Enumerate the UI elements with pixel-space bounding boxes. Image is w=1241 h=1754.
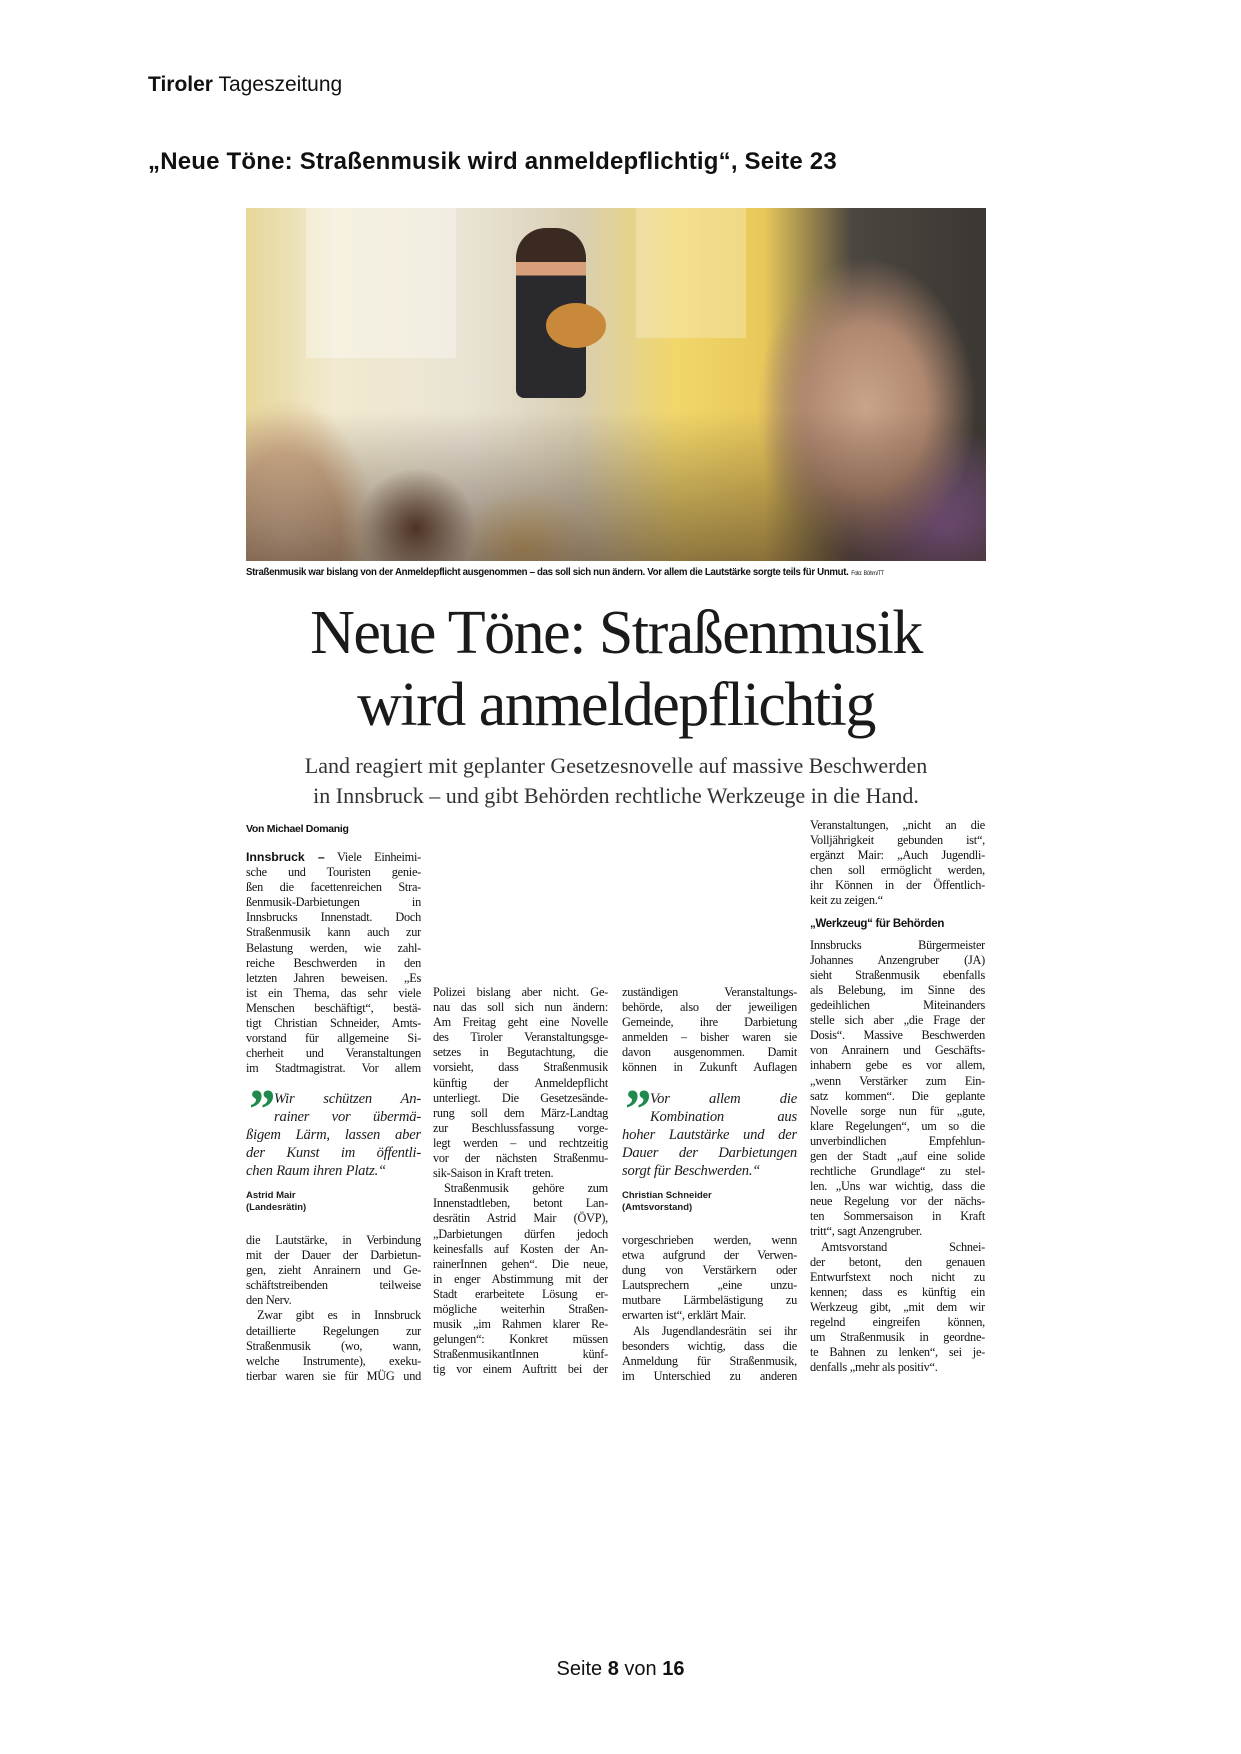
subheadline-line-1: Land reagiert mit geplanter Gesetzesnovelle auf massive Beschwerden [304, 753, 928, 778]
text-line: tigt Christian Schneider, Amts- [246, 1016, 421, 1031]
text-line: den Nerv. [246, 1293, 292, 1308]
text-line: tig vor einem Auftritt bei der [433, 1362, 608, 1377]
text-line: Am Freitag geht eine Novelle [433, 1015, 608, 1030]
publication-name [148, 73, 342, 97]
document-title: „Neue Töne: Straßenmusik wird anmeldepflichtig“, Seite 23 [148, 148, 837, 175]
text-line: detaillierte Regelungen zur [246, 1323, 421, 1338]
text-line: Entwurfstext noch nicht zu [810, 1269, 985, 1284]
text-line: Novelle sorge nun für „gute, [810, 1103, 985, 1118]
text-line: sieht Straßenmusik ebenfalls [810, 967, 985, 982]
current-page: 8 [607, 1658, 619, 1680]
text-line: gedeihlichen Miteinanders [810, 998, 985, 1013]
column-3-bottom [622, 1233, 797, 1384]
text-line: nau das soll sich nun ändern: [433, 1000, 608, 1015]
text-line: vor der nächsten Straßenmu- [433, 1151, 608, 1166]
quote-line: chen Raum ihren Platz.“ [246, 1163, 386, 1179]
photo-credit: Foto: Böhm/TT [851, 571, 884, 577]
text-line: Veranstaltungen, „nicht an die [810, 818, 985, 832]
quote-line: Vor allem die [650, 1091, 797, 1107]
quote-author-role: (Amtsvorstand) [622, 1202, 693, 1213]
quote-attribution [622, 1190, 797, 1214]
text-line: vorsieht, dass Straßenmusik [433, 1060, 608, 1075]
text-line: mit der Dauer der Darbietun- [246, 1248, 421, 1263]
page-footer [0, 1658, 1241, 1681]
text-line: unverbindlichen Empfehlun- [810, 1133, 985, 1148]
text-line: tierbar waren sie für MÜG und [246, 1368, 421, 1383]
text-line: etwa aufgrund der Verwen- [622, 1248, 797, 1263]
paragraph [433, 1181, 608, 1377]
text-line: schäftstreibenden teilweise [246, 1278, 421, 1293]
text-line: die Lautstärke, in Verbindung [246, 1233, 421, 1247]
text-line: im Stadtmagistrat. Vor allem [246, 1061, 421, 1076]
pull-quote-mair [246, 1079, 421, 1214]
text-line: Stadt erarbeitete Lösung er- [433, 1286, 608, 1301]
text-line: als Belebung, im Sinne des [810, 982, 985, 997]
quote-text [622, 1079, 797, 1180]
quote-line: Dauer der Darbietungen [622, 1145, 797, 1161]
text-line: Gemeinde, ihre Darbietung [622, 1015, 797, 1030]
quote-line: der Kunst im öffentli- [246, 1145, 421, 1161]
quote-line: sorgt für Beschwerden.“ [622, 1163, 761, 1179]
text-line: inhabern gebe es vor allem, [810, 1058, 985, 1073]
quote-line: Wir schützen An- [274, 1091, 421, 1107]
text-line: chen soll ermöglicht werden, [810, 863, 985, 878]
text-line: erwarten ist“, erklärt Mair. [622, 1308, 746, 1323]
text-line: ist ein Thema, das sehr viele [246, 985, 421, 1000]
byline: Von Michael Domanig [246, 823, 349, 835]
text-line: Straßenmusik (wo, wann, [246, 1338, 421, 1353]
text-line: rung soll dem März-Landtag [433, 1105, 608, 1120]
text-line: „wenn Verstärker zum Ein- [810, 1073, 985, 1088]
text-line: satz kommen“. Die geplante [810, 1088, 985, 1103]
text-line: setzes in Begutachtung, die [433, 1045, 608, 1060]
paragraph [622, 1233, 797, 1324]
column-4-bottom [810, 938, 985, 1376]
column-4 [810, 818, 985, 1375]
text-line: Innsbrucks Innenstadt. Doch [246, 910, 421, 925]
article-photo [246, 208, 986, 561]
paragraph [810, 818, 985, 909]
text-line: Werkzeug gibt, „mit dem wir [810, 1299, 985, 1314]
text-line: mögliche weiterhin Straßen- [433, 1301, 608, 1316]
text-line: keinesfalls auf Kosten der An- [433, 1241, 608, 1256]
text-line: Lautsprechern „eine unzu- [622, 1278, 797, 1293]
guitar-shape [546, 303, 606, 348]
text-line: sche und Touristen genie- [246, 865, 421, 880]
text-line: zur Beschlussfassung vorge- [433, 1120, 608, 1135]
caption-text: Straßenmusik war bislang von der Anmeldepflicht ausgenommen – das soll sich nun ändern. Vor allem die Lautstärke sorgte teils für Unmut. [246, 566, 849, 578]
text-line: welche Instrumente), exeku- [246, 1353, 421, 1368]
text-line: StraßenmusikantInnen künf- [433, 1347, 608, 1362]
column-1-top [246, 850, 421, 1076]
text-line: Innenstadtleben, betont Lan- [433, 1196, 608, 1211]
text-line: dung von Verstärkern oder [622, 1263, 797, 1278]
footer-prefix: Seite [556, 1658, 603, 1680]
text-line: ihr Können in der Öffentlich- [810, 878, 985, 893]
quote-author: Christian Schneider [622, 1190, 712, 1201]
text-line: gen der Stadt „auf eine solide [810, 1148, 985, 1163]
text-line: rechtliche Grundlage“ zu stel- [810, 1164, 985, 1179]
paragraph [433, 985, 608, 1181]
paragraph [246, 1233, 421, 1308]
quote-author: Astrid Mair [246, 1190, 296, 1201]
text-line: Amtsvorstand Schnei- [821, 1239, 985, 1254]
paragraph [810, 938, 985, 1240]
paragraph [810, 1240, 985, 1376]
text-line: stelle sich aber „die Frage der [810, 1013, 985, 1028]
paragraph [246, 1308, 421, 1383]
column-3-top [622, 985, 797, 1076]
column-1-bottom [246, 1233, 421, 1384]
text-line: besonders wichtig, dass die [622, 1338, 797, 1353]
text-line: Johannes Anzengruber (JA) [810, 952, 985, 967]
quote-mark-icon: ” [246, 1079, 268, 1141]
text-line: len. „Uns war wichtig, dass die [810, 1179, 985, 1194]
text-line: zuständigen Veranstaltungs- [622, 985, 797, 999]
headline-line-2: wird anmeldepflichtig [357, 671, 875, 739]
quote-line: hoher Lautstärke und der [622, 1127, 797, 1143]
text-line: Straßenmusik kann auch zur [246, 925, 421, 940]
text-line: künftig der Anmeldepflicht [433, 1075, 608, 1090]
text-line: keit zu zeigen.“ [810, 893, 883, 908]
text-line: von Anrainern und Geschäfts- [810, 1043, 985, 1058]
text-line: musik „im Rahmen klarer Re- [433, 1317, 608, 1332]
photo-caption [246, 566, 884, 578]
text-line: in enger Abstimmung mit der [433, 1271, 608, 1286]
text-line: ten Sommersaison in Kraft [810, 1209, 985, 1224]
quote-author-role: (Landesrätin) [246, 1202, 307, 1213]
text-line: neue Regelung vor der nächs- [810, 1194, 985, 1209]
text-line: „Darbietungen dürfen jedoch [433, 1226, 608, 1241]
text-line: Zwar gibt es in Innsbruck [257, 1308, 421, 1323]
text-line: ßenmusik-Darbietungen in [246, 895, 421, 910]
text-line: im Unterschied zu anderen [622, 1368, 797, 1383]
quote-attribution [246, 1190, 421, 1214]
text-line: legt werden – und rechtzeitig [433, 1135, 608, 1150]
text-line: unterliegt. Die Gesetzesände- [433, 1090, 608, 1105]
quote-line: ßigem Lärm, lassen aber [246, 1127, 421, 1143]
text-line: können in Zukunft Auflagen [622, 1060, 797, 1075]
text-line: kennen; dass es künftig ein [810, 1284, 985, 1299]
text-line: Anmeldung für Straßenmusik, [622, 1353, 797, 1368]
paragraph [622, 1324, 797, 1384]
text-line: anmelden – bisher waren sie [622, 1030, 797, 1045]
text-line: regelnd eingreifen können, [810, 1315, 985, 1329]
text-line: des Tiroler Veranstaltungsge- [433, 1030, 608, 1045]
quote-line: rainer vor übermä- [274, 1109, 421, 1125]
text-line: um Straßenmusik in geordne- [810, 1330, 985, 1345]
column-4-top [810, 818, 985, 909]
dateline: Innsbruck – [246, 850, 325, 864]
brand-bold: Tiroler [148, 73, 213, 96]
text-line: reiche Beschwerden in den [246, 955, 421, 970]
text-line: desrätin Astrid Mair (ÖVP), [433, 1211, 608, 1226]
brand-rest: Tageszeitung [218, 73, 343, 96]
text-line: klare Regelungen“, um so die [810, 1118, 985, 1133]
subheadline-line-2: in Innsbruck – und gibt Behörden rechtliche Werkzeuge in die Hand. [313, 783, 919, 808]
text-line: Als Jugendlandesrätin sei ihr [633, 1323, 797, 1338]
headline-line-1: Neue Töne: Straßenmusik [310, 599, 922, 667]
text-line: Straßenmusik gehöre zum [444, 1181, 608, 1196]
text-line: rainerInnen gehen“. Die neue, [433, 1256, 608, 1271]
text-line: denfalls „mehr als positiv“. [810, 1360, 938, 1375]
text-line: gen, zieht Anrainern und Ge- [246, 1263, 421, 1278]
text-line: vorgeschrieben werden, wenn [622, 1233, 797, 1247]
quote-line: Kombination aus [650, 1109, 797, 1125]
text-line: behörde, also der jeweiligen [622, 1000, 797, 1015]
total-pages: 16 [662, 1658, 685, 1680]
paragraph [622, 985, 797, 1076]
text-line: davon ausgenommen. Damit [622, 1045, 797, 1060]
text-line: Polizei bislang aber nicht. Ge- [433, 985, 608, 999]
text-line: Dosis“. Massive Beschwerden [810, 1028, 985, 1043]
text-line: ßen die facettenreichen Stra- [246, 880, 421, 895]
column-2 [433, 985, 608, 1377]
text-line: tritt“, sagt Anzengruber. [810, 1224, 922, 1239]
quote-mark-icon: ” [622, 1079, 644, 1141]
text-line: vorstand für allgemeine Si- [246, 1031, 421, 1046]
pull-quote-schneider [622, 1079, 797, 1214]
text-line: letzten Jahren beweisen. „Es [246, 970, 421, 985]
text-line: te Bahnen zu lenken“, sei je- [810, 1345, 985, 1360]
text-line: Innsbrucks Bürgermeister [810, 937, 985, 952]
text-line: der betont, den genauen [810, 1254, 985, 1269]
text-line: Menschen beschäftigt“, bestä- [246, 1000, 421, 1015]
text-line: cherheit und Veranstaltungen [246, 1046, 421, 1061]
text-line: Belastung werden, wie zahl- [246, 940, 421, 955]
text-line: Innsbruck – Viele Einheimi- [246, 850, 421, 864]
quote-text [246, 1079, 421, 1180]
text-line: gelungen“: Konkret müssen [433, 1332, 608, 1347]
text-line: mutbare Lärmbelästigung zu [622, 1293, 797, 1308]
paragraph [246, 850, 421, 1076]
text-line: Volljährigkeit gebunden ist“, [810, 833, 985, 848]
section-subhead: „Werkzeug“ für Behörden [810, 917, 945, 930]
text-line: ergänzt Mair: „Auch Jugendli- [810, 848, 985, 863]
text-line: sik-Saison in Kraft treten. [433, 1166, 554, 1181]
footer-middle: von [624, 1658, 657, 1680]
